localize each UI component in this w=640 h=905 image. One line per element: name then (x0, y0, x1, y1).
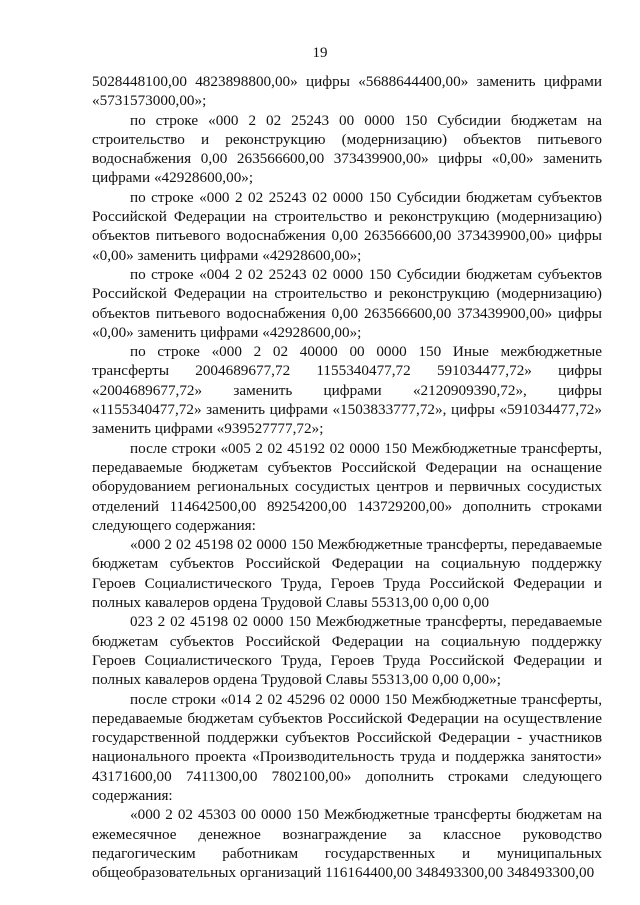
document-body (92, 72, 602, 882)
paragraph-amendment: после строки «014 2 02 45296 02 0000 150 Межбюджетные трансферты, передаваемые бюджетам субъектов Российской Федерации на осуществление государственной поддержки субъектов Российской Федерации - участников национального проекта «Производительность труда и поддержка занятости» 43171600,00 7411300,00 7802100,00» дополнить строками следующего содержания: (92, 690, 602, 804)
paragraph-amendment: по строке «000 2 02 25243 00 0000 150 Субсидии бюджетам на строительство и реконструкцию (модернизацию) объектов питьевого водоснабжения 0,00 263566600,00 373439900,00» цифры «0,00» заменить цифрами «42928600,00»; (92, 111, 602, 187)
paragraph-continuation: 5028448100,00 4823898800,00» цифры «5688644400,00» заменить цифрами «5731573000,00»; (92, 73, 602, 110)
paragraph-amendment: по строке «000 2 02 40000 00 0000 150 Иные межбюджетные трансферты 2004689677,72 1155340477,72 591034477,72» цифры «2004689677,72» заменить цифрами «2120909390,72», цифры «1155340477,72» заменить цифрами «1503833777,72», цифры «591034477,72» заменить цифрами «939527777,72»; (92, 343, 602, 438)
paragraph-amendment: после строки «005 2 02 45192 02 0000 150 Межбюджетные трансферты, передаваемые бюджетам субъектов Российской Федерации на оснащение оборудованием региональных сосудистых центров и первичных сосудистых отделений 114642500,00 89254200,00 143729200,00» дополнить строками следующего содержания: (92, 439, 602, 534)
paragraph-inserted-row: «000 2 02 45303 00 0000 150 Межбюджетные трансферты бюджетам на ежемесячное денежное вознаграждение за классное руководство педагогическим работникам государственных и муниципальных общеобразовательных организаций 116164400,00 348493300,00 348493300,00 (92, 806, 602, 882)
paragraph-inserted-row: 023 2 02 45198 02 0000 150 Межбюджетные трансферты, передаваемые бюджетам субъектов Российской Федерации на социальную поддержку Героев Социалистического Труда, Героев Труда Российской Федерации и полных кавалеров ордена Трудовой Славы 55313,00 0,00 0,00»; (92, 613, 602, 689)
paragraph-amendment: по строке «004 2 02 25243 02 0000 150 Субсидии бюджетам субъектов Российской Федерации на строительство и реконструкцию (модернизацию) объектов питьевого водоснабжения 0,00 263566600,00 373439900,00» цифры «0,00» заменить цифрами «42928600,00»; (92, 265, 602, 341)
paragraph-inserted-row: «000 2 02 45198 02 0000 150 Межбюджетные трансферты, передаваемые бюджетам субъектов Российской Федерации на социальную поддержку Героев Социалистического Труда, Героев Труда Российской Федерации и полных кавалеров ордена Трудовой Славы 55313,00 0,00 0,00 (92, 536, 602, 612)
page-number: 19 (312, 45, 328, 61)
paragraph-amendment: по строке «000 2 02 25243 02 0000 150 Субсидии бюджетам субъектов Российской Федерации на строительство и реконструкцию (модернизацию) объектов питьевого водоснабжения 0,00 263566600,00 373439900,00» цифры «0,00» заменить цифрами «42928600,00»; (92, 188, 602, 264)
